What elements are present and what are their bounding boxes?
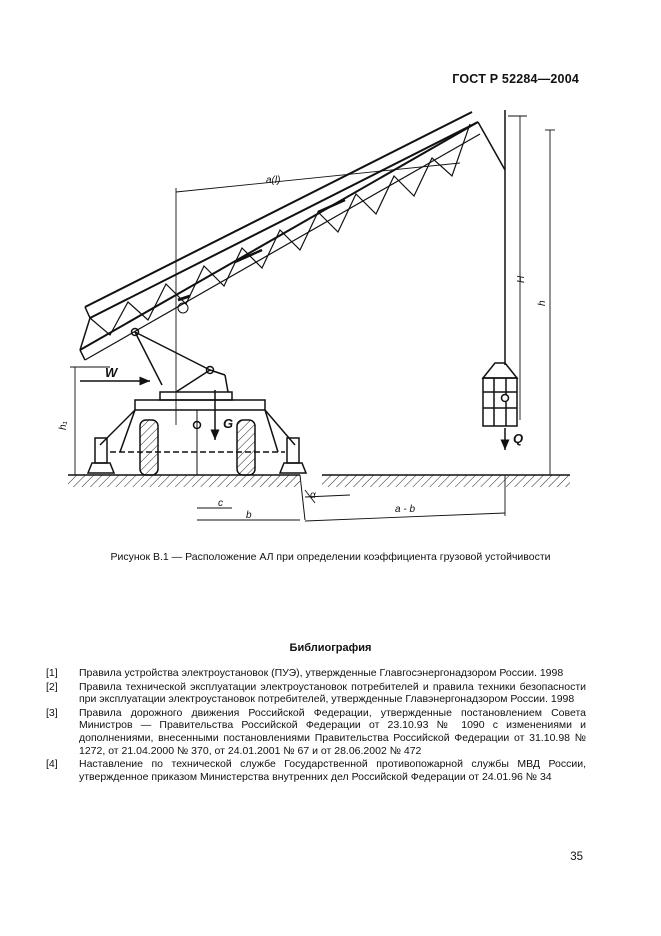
list-item [46, 667, 586, 680]
standard-code: ГОСТ Р 52284—2004 [452, 72, 579, 86]
bibliography-text: Правила устройства электроустановок (ПУЭ), утвержденные Главгосэнергонадзором России. 1998 [79, 667, 564, 679]
bibliography-number: [1] [46, 667, 58, 679]
bibliography-number: [3] [46, 706, 58, 719]
figure-caption: Рисунок В.1 — Расположение АЛ при определении коэффициента грузовой устойчивости [110, 551, 551, 563]
label-h1: h₁ [58, 421, 69, 430]
label-H: H [516, 275, 527, 283]
bibliography-list [46, 667, 586, 784]
label-h: h [537, 300, 548, 306]
label-alpha: α [310, 490, 316, 501]
crane-stability-figure [60, 100, 590, 530]
list-item [46, 758, 586, 783]
label-a-l: a(l) [266, 175, 281, 186]
bibliography-text: Правила дорожного движения Российской Федерации, утвержденные постановлением Совета Министров — Правительства Российской Федерации от 23.10.93 № 1090 с изменениями и дополнениями, внесенными постановлениями Правительства Российской Федерации от 31.10.98 № 1272, от 21.04.2000 № 370, от 24.01.2001 № 67 и от 28.06.2002 № 472 [79, 706, 586, 757]
bibliography-text: Правила технической эксплуатации электроустановок потребителей и правила техники безопасности при эксплуатации электроустановок потребителей, утвержденные Главэнергонадзором России. 1998 [79, 680, 586, 706]
label-wind-force: W [105, 365, 118, 380]
bibliography-text: Наставление по технической службе Государственной противопожарной службы МВД России, утвержденное приказом Министерства внутренних дел Российской Федерации от 24.01.96 № 34 [79, 758, 586, 783]
label-a-minus-b: a - b [395, 504, 416, 515]
figure-labels [58, 175, 548, 521]
list-item [46, 707, 586, 757]
page-number: 35 [570, 851, 583, 863]
label-b: b [246, 510, 252, 521]
bibliography-title: Библиография [289, 642, 372, 654]
ladder-boom [80, 112, 480, 360]
list-item [46, 681, 586, 706]
label-c: c [218, 498, 223, 509]
label-load-force: Q [513, 431, 524, 446]
bibliography-number: [2] [46, 680, 58, 693]
rescue-cage [478, 110, 517, 426]
label-gravity-force: G [223, 416, 234, 431]
turntable [132, 329, 266, 411]
bibliography-number: [4] [46, 758, 58, 771]
